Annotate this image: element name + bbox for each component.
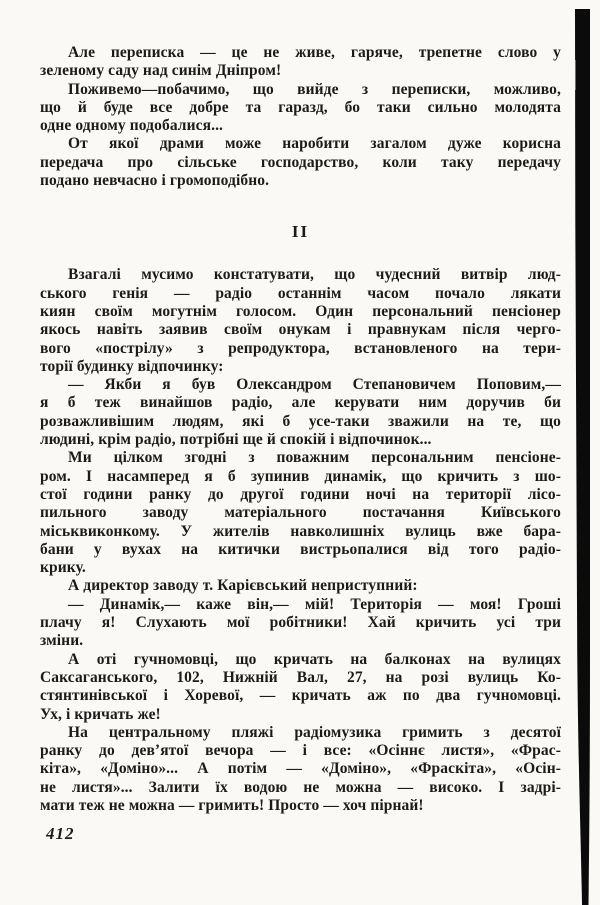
- text-line: — Якби я був Олександром Степановичем Поповим,—: [68, 376, 561, 394]
- text-line: — Динамік,— каже він,— мій! Територія — моя! Гроші: [68, 595, 561, 613]
- text-line: А директор заводу т. Карієвський неприступний:: [68, 577, 418, 595]
- text-line: мати теж не можна — гримить! Просто — хоч пірнай!: [40, 796, 424, 814]
- text-line: плачу я! Слухають мої робітники! Хай кричить усі три: [40, 614, 561, 632]
- paragraphs-before-heading: [40, 44, 561, 190]
- text-line: А оті гучномовці, що кричать на балконах на вулицях: [68, 650, 561, 668]
- paragraph: [40, 449, 561, 577]
- text-line: Взагалі мусимо констатувати, що чудесний витвір люд-: [68, 266, 561, 284]
- text-line: ром. І насамперед я б зупинив динамік, що кричить з шо-: [40, 467, 561, 485]
- text-line: торії будинку відпочинку:: [40, 357, 224, 375]
- page-number: 412: [46, 824, 75, 843]
- text-line: Поживемо—побачимо, що вийде з переписки, можливо,: [68, 80, 561, 98]
- paragraph: [40, 724, 561, 815]
- text-line: киян своїм могутнім голосом. Один персональний пенсіонер: [40, 302, 561, 320]
- text-line: стянтинівської і Хоревої, — кричать аж по два гучномовці.: [40, 687, 561, 705]
- text-line: зміни.: [40, 632, 84, 650]
- text-line: пильного заводу матеріального постачання Київського: [40, 504, 561, 522]
- text-line: подано невчасно і громоподібно.: [40, 172, 270, 190]
- paragraph: [40, 376, 561, 449]
- text-line: стої години ранку до другої години ночі на території лісо-: [40, 485, 561, 503]
- text-line: людині, крім радіо, потрібні ще й спокій і відпочинок...: [40, 431, 432, 449]
- text-line: якось навіть заявив своїм онукам і правнукам після черго-: [40, 321, 561, 339]
- text-line: бани у вухах на китички вистрьопалися від того радіо-: [40, 540, 561, 558]
- text-line: крику.: [40, 559, 86, 577]
- scan-edge-artifact-bar: [570, 0, 600, 905]
- text-line: розважливішим людям, які б усе-таки зважили на те, що: [40, 412, 561, 430]
- text-line: одне одному подобалися...: [40, 117, 224, 135]
- section-heading: II: [291, 222, 310, 242]
- text-line: міськвиконкому. У жителів навколишніх вулиць вже бара-: [40, 522, 561, 540]
- text-line: зеленому саду над синім Дніпром!: [40, 62, 282, 80]
- text-line: що й буде все добре та гаразд, бо таки сильно молодята: [40, 98, 561, 116]
- paragraph: [40, 81, 561, 136]
- text-line: кіта», «Доміно»... А потім — «Доміно», «Фраскіта», «Осін-: [40, 760, 561, 778]
- paragraphs-after-heading: [40, 266, 561, 815]
- paragraph: [40, 135, 561, 190]
- text-line: не листя»... Залити їх водою не можна — високо. І задрі-: [40, 778, 561, 796]
- text-line: От якої драми може наробити загалом дуже корисна: [68, 135, 561, 153]
- paragraph: [40, 596, 561, 651]
- text-block: [40, 44, 561, 815]
- text-line: На центральному пляжі радіомузика гримить з десятої: [68, 723, 561, 741]
- text-line: ранку до дев’ятої вечора — і все: «Осіннє листя», «Фрас-: [40, 742, 561, 760]
- text-line: Саксаганського, 102, Нижній Вал, 27, на розі вулиць Ко-: [40, 668, 561, 686]
- paragraph: [40, 651, 561, 724]
- text-line: Ух, і кричать же!: [40, 705, 161, 723]
- text-line: вого «пострілу» з репродуктора, встановленого на тери-: [40, 339, 561, 357]
- paragraph: [40, 577, 561, 595]
- text-line: ського генія — радіо останнім часом почало лякати: [40, 284, 561, 302]
- text-line: передача про сільське господарство, коли таку передачу: [40, 153, 561, 171]
- paragraph: [40, 44, 561, 81]
- text-line: я б теж винайшов радіо, але керувати ним доручив би: [40, 394, 561, 412]
- text-line: Ми цілком згодні з поважним персональним пенсіоне-: [68, 449, 561, 467]
- text-line: Але переписка — це не живе, гаряче, трепетне слово у: [68, 44, 561, 61]
- paragraph: [40, 266, 561, 376]
